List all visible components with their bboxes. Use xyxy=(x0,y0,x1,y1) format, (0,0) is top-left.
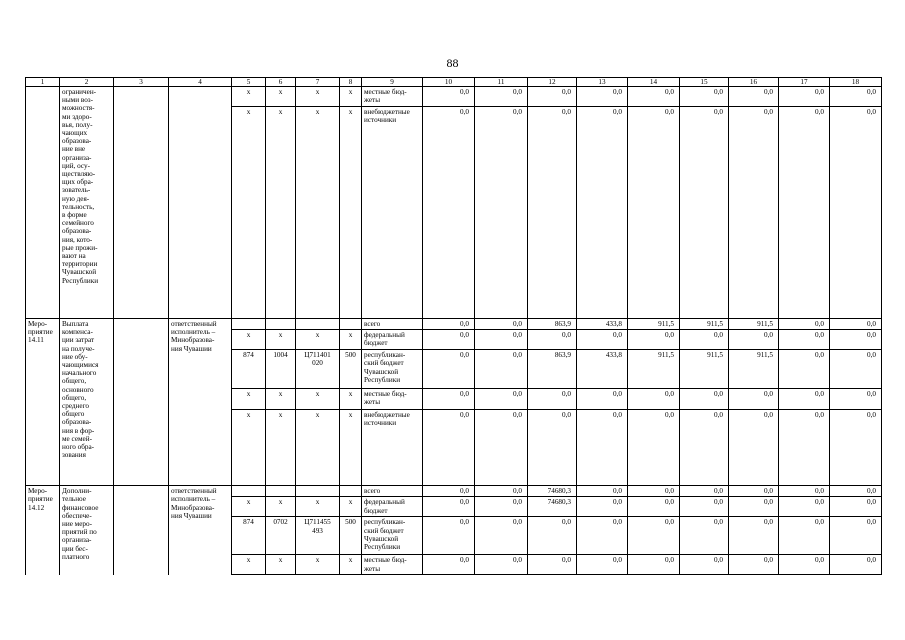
value-cell: 0,0 xyxy=(680,517,729,555)
value-cell: 0,0 xyxy=(628,107,680,319)
code-cell-c8 xyxy=(340,486,362,497)
page-number: 88 xyxy=(446,56,459,70)
value-cell: 74680,3 xyxy=(528,486,577,497)
table-row xyxy=(26,87,882,107)
value-cell: 0,0 xyxy=(628,410,680,486)
value-cell: 0,0 xyxy=(475,497,528,517)
value-cell: 0,0 xyxy=(779,486,830,497)
value-cell: 0,0 xyxy=(779,87,830,107)
code-cell-c7: x xyxy=(296,330,340,350)
code-cell-c8: x xyxy=(340,87,362,107)
code-cell-c5: 874 xyxy=(232,517,266,555)
value-cell: 0,0 xyxy=(475,330,528,350)
value-cell: 0,0 xyxy=(830,87,882,107)
value-cell: 0,0 xyxy=(423,87,475,107)
value-cell: 0,0 xyxy=(729,497,779,517)
value-cell: 0,0 xyxy=(729,555,779,575)
value-cell: 0,0 xyxy=(475,87,528,107)
empty-cell xyxy=(114,319,169,486)
code-cell-c6: x xyxy=(266,87,296,107)
code-cell-c5: x xyxy=(232,410,266,486)
value-cell: 0,0 xyxy=(423,517,475,555)
value-cell: 0,0 xyxy=(475,486,528,497)
empty-cell xyxy=(114,87,169,319)
header-cell: 2 xyxy=(60,78,114,87)
code-cell-c7: x xyxy=(296,107,340,319)
value-cell: 0,0 xyxy=(779,389,830,410)
value-cell: 0,0 xyxy=(423,410,475,486)
code-cell-c8: x xyxy=(340,497,362,517)
code-cell-c5: x xyxy=(232,389,266,410)
code-cell-c5 xyxy=(232,319,266,330)
header-cell: 1 xyxy=(26,78,60,87)
code-cell-c7: x xyxy=(296,497,340,517)
code-cell-c5: 874 xyxy=(232,350,266,389)
header-cell: 10 xyxy=(423,78,475,87)
value-cell: 0,0 xyxy=(423,555,475,575)
measure-number-cell: Меро- приятие 14.11 xyxy=(26,319,60,486)
code-cell-c5: x xyxy=(232,497,266,517)
code-cell-c8: 500 xyxy=(340,350,362,389)
value-cell: 0,0 xyxy=(628,389,680,410)
value-cell: 0,0 xyxy=(528,555,577,575)
value-cell: 0,0 xyxy=(680,555,729,575)
header-cell: 7 xyxy=(296,78,340,87)
header-row xyxy=(26,78,882,87)
value-cell: 911,5 xyxy=(628,319,680,330)
code-cell-c5: x xyxy=(232,555,266,575)
value-cell: 0,0 xyxy=(830,517,882,555)
table-row xyxy=(26,486,882,497)
code-cell-c6: x xyxy=(266,330,296,350)
code-cell-c7: Ц711401 020 xyxy=(296,350,340,389)
funding-source-cell: местные бюд- жеты xyxy=(362,87,423,107)
code-cell-c5 xyxy=(232,486,266,497)
value-cell: 0,0 xyxy=(528,87,577,107)
header-cell: 18 xyxy=(830,78,882,87)
code-cell-c6: x xyxy=(266,497,296,517)
header-cell: 14 xyxy=(628,78,680,87)
measure-name-cell: ограничен- ными воз- можностя- ми здоро- вья, полу- чающих образова- ние вне организа- ций, осу- ществляю- щих обра- зователь- ную дея- тельность, в форме семейного образова- ния, кото- рые прожи- вают на территории Чувашской Республики xyxy=(60,87,114,319)
value-cell: 0,0 xyxy=(528,389,577,410)
value-cell: 0,0 xyxy=(779,497,830,517)
value-cell: 0,0 xyxy=(779,410,830,486)
empty-cell xyxy=(114,486,169,575)
code-cell-c6 xyxy=(266,486,296,497)
value-cell: 0,0 xyxy=(830,389,882,410)
code-cell-c7: x xyxy=(296,410,340,486)
header-cell: 3 xyxy=(114,78,169,87)
executor-cell: ответственный исполнитель – Минобразова- ния Чувашии xyxy=(169,319,232,486)
value-cell: 0,0 xyxy=(577,330,628,350)
header-cell: 17 xyxy=(779,78,830,87)
funding-source-cell: местные бюд- жеты xyxy=(362,389,423,410)
header-cell: 16 xyxy=(729,78,779,87)
value-cell: 0,0 xyxy=(680,389,729,410)
value-cell: 0,0 xyxy=(577,517,628,555)
funding-source-cell: республикан- ский бюджет Чувашской Республики xyxy=(362,350,423,389)
value-cell: 0,0 xyxy=(779,107,830,319)
code-cell-c6: x xyxy=(266,389,296,410)
value-cell: 863,9 xyxy=(528,350,577,389)
funding-source-cell: федеральный бюджет xyxy=(362,497,423,517)
value-cell: 0,0 xyxy=(475,319,528,330)
value-cell: 0,0 xyxy=(729,330,779,350)
measure-number-cell: Меро- приятие 14.12 xyxy=(26,486,60,575)
table-row xyxy=(26,319,882,330)
value-cell: 0,0 xyxy=(729,87,779,107)
value-cell: 433,8 xyxy=(577,319,628,330)
value-cell: 0,0 xyxy=(528,517,577,555)
code-cell-c7: x xyxy=(296,87,340,107)
funding-source-cell: всего xyxy=(362,319,423,330)
funding-source-cell: всего xyxy=(362,486,423,497)
value-cell: 0,0 xyxy=(830,330,882,350)
value-cell: 0,0 xyxy=(729,517,779,555)
value-cell: 0,0 xyxy=(729,389,779,410)
value-cell: 0,0 xyxy=(729,486,779,497)
measure-name-cell: Выплата компенса- ции затрат на получе- ние обу- чающимися начального общего, основного общего, среднего общего образова- ния в фор- ме семей- ного обра- зования xyxy=(60,319,114,486)
code-cell-c8: x xyxy=(340,107,362,319)
code-cell-c8: 500 xyxy=(340,517,362,555)
value-cell: 911,5 xyxy=(680,319,729,330)
value-cell: 0,0 xyxy=(830,497,882,517)
value-cell: 0,0 xyxy=(628,330,680,350)
value-cell: 0,0 xyxy=(830,410,882,486)
value-cell: 0,0 xyxy=(680,410,729,486)
value-cell: 0,0 xyxy=(830,486,882,497)
value-cell: 0,0 xyxy=(680,330,729,350)
value-cell: 0,0 xyxy=(475,107,528,319)
executor-cell: ответственный исполнитель – Минобразова- ния Чувашии xyxy=(169,486,232,575)
funding-source-cell: внебюджетные источники xyxy=(362,410,423,486)
value-cell: 0,0 xyxy=(423,107,475,319)
value-cell: 0,0 xyxy=(680,107,729,319)
value-cell: 0,0 xyxy=(628,87,680,107)
value-cell: 0,0 xyxy=(423,330,475,350)
value-cell: 0,0 xyxy=(423,389,475,410)
code-cell-c6: x xyxy=(266,107,296,319)
code-cell-c8: x xyxy=(340,555,362,575)
code-cell-c7 xyxy=(296,319,340,330)
value-cell: 0,0 xyxy=(475,410,528,486)
value-cell: 0,0 xyxy=(528,330,577,350)
value-cell: 911,5 xyxy=(729,350,779,389)
value-cell: 0,0 xyxy=(628,486,680,497)
value-cell: 0,0 xyxy=(423,497,475,517)
code-cell-c6: x xyxy=(266,555,296,575)
value-cell: 0,0 xyxy=(423,350,475,389)
value-cell: 0,0 xyxy=(779,330,830,350)
value-cell: 0,0 xyxy=(830,555,882,575)
code-cell-c7: Ц711455 493 xyxy=(296,517,340,555)
code-cell-c6: 0702 xyxy=(266,517,296,555)
value-cell: 0,0 xyxy=(830,319,882,330)
value-cell: 0,0 xyxy=(577,555,628,575)
value-cell: 0,0 xyxy=(577,486,628,497)
code-cell-c7: x xyxy=(296,389,340,410)
value-cell: 0,0 xyxy=(577,497,628,517)
value-cell: 0,0 xyxy=(680,497,729,517)
value-cell: 0,0 xyxy=(779,350,830,389)
code-cell-c6: 1004 xyxy=(266,350,296,389)
funding-source-cell: республикан- ский бюджет Чувашской Республики xyxy=(362,517,423,555)
value-cell: 863,9 xyxy=(528,319,577,330)
value-cell: 0,0 xyxy=(830,107,882,319)
measure-number-cell xyxy=(26,87,60,319)
code-cell-c7: x xyxy=(296,555,340,575)
value-cell: 74680,3 xyxy=(528,497,577,517)
code-cell-c6 xyxy=(266,319,296,330)
budget-table xyxy=(25,77,882,575)
value-cell: 0,0 xyxy=(779,319,830,330)
value-cell: 0,0 xyxy=(475,350,528,389)
value-cell: 0,0 xyxy=(779,555,830,575)
executor-cell xyxy=(169,87,232,319)
code-cell-c5: x xyxy=(232,87,266,107)
value-cell: 911,5 xyxy=(680,350,729,389)
code-cell-c7 xyxy=(296,486,340,497)
code-cell-c8: x xyxy=(340,410,362,486)
measure-name-cell: Дополни- тельное финансовое обеспече- ние меро- приятий по организа- ции бес- платного xyxy=(60,486,114,575)
code-cell-c6: x xyxy=(266,410,296,486)
value-cell: 0,0 xyxy=(779,517,830,555)
header-cell: 6 xyxy=(266,78,296,87)
value-cell: 0,0 xyxy=(475,389,528,410)
header-cell: 8 xyxy=(340,78,362,87)
code-cell-c8 xyxy=(340,319,362,330)
header-cell: 15 xyxy=(680,78,729,87)
code-cell-c5: x xyxy=(232,330,266,350)
funding-source-cell: внебюджетные источники xyxy=(362,107,423,319)
value-cell: 0,0 xyxy=(577,389,628,410)
value-cell: 0,0 xyxy=(528,107,577,319)
value-cell: 0,0 xyxy=(475,555,528,575)
value-cell: 0,0 xyxy=(628,497,680,517)
header-cell: 11 xyxy=(475,78,528,87)
value-cell: 0,0 xyxy=(577,87,628,107)
header-cell: 9 xyxy=(362,78,423,87)
value-cell: 0,0 xyxy=(528,410,577,486)
code-cell-c5: x xyxy=(232,107,266,319)
value-cell: 0,0 xyxy=(680,486,729,497)
value-cell: 0,0 xyxy=(475,517,528,555)
value-cell: 0,0 xyxy=(423,486,475,497)
value-cell: 0,0 xyxy=(680,87,729,107)
funding-source-cell: местные бюд- жеты xyxy=(362,555,423,575)
code-cell-c8: x xyxy=(340,389,362,410)
value-cell: 911,5 xyxy=(729,319,779,330)
value-cell: 0,0 xyxy=(423,319,475,330)
header-cell: 12 xyxy=(528,78,577,87)
header-cell: 13 xyxy=(577,78,628,87)
code-cell-c8: x xyxy=(340,330,362,350)
funding-source-cell: федеральный бюджет xyxy=(362,330,423,350)
value-cell: 0,0 xyxy=(628,555,680,575)
value-cell: 911,5 xyxy=(628,350,680,389)
header-cell: 5 xyxy=(232,78,266,87)
value-cell: 433,8 xyxy=(577,350,628,389)
header-cell: 4 xyxy=(169,78,232,87)
value-cell: 0,0 xyxy=(577,410,628,486)
value-cell: 0,0 xyxy=(577,107,628,319)
value-cell: 0,0 xyxy=(628,517,680,555)
value-cell: 0,0 xyxy=(729,107,779,319)
value-cell: 0,0 xyxy=(830,350,882,389)
value-cell: 0,0 xyxy=(729,410,779,486)
